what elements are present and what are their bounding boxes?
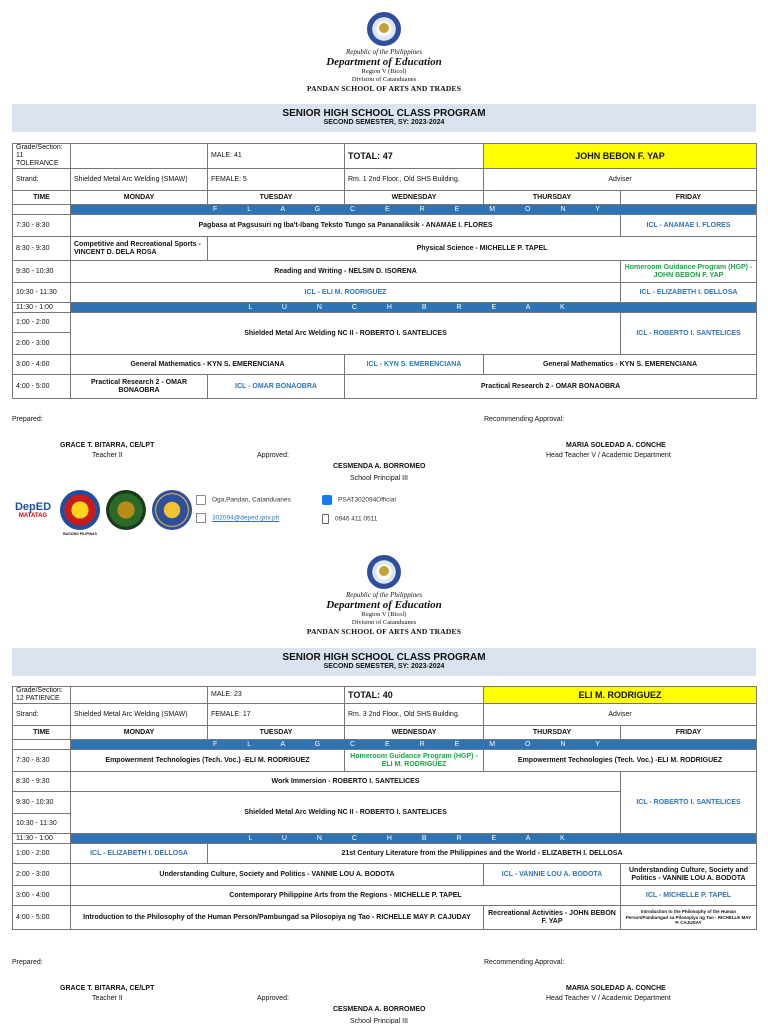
- school-seal-icon: [152, 490, 192, 530]
- facebook-icon: [322, 495, 332, 505]
- empty: [71, 144, 208, 169]
- thursday-header: THURSDAY: [484, 191, 621, 205]
- bagong-pilipinas-logo: BAGONG PILIPINAS: [60, 490, 100, 530]
- lunch-row: 11:30 - 1:00 L U N C H B R E A K: [13, 303, 757, 313]
- table-row: 9:30 - 10:30 Shielded Metal Arc Welding NC II - ROBERTO I. SANTELICES: [13, 792, 757, 814]
- semester-text: SECOND SEMESTER, SY: 2023-2024: [323, 663, 445, 670]
- lunch-row: 11:30 - 1:00 L U N C H B R E A K: [13, 834, 757, 844]
- table-row: 7:30 - 8:30 Empowerment Technologies (Tech. Voc.) -ELI M. RODRIGUEZ Homeroom Guidance Program (HGP) - ELI M. RODRIGUEZ Empowerment Technologies (Tech. Voc.) -ELI M. RODRIGUEZ: [13, 750, 757, 772]
- address-line: Oga,Pandan, Catanduanes: [196, 495, 291, 505]
- friday-header: FRIDAY: [621, 726, 757, 740]
- flag-ceremony-row: F L A G C E R E M O N Y: [71, 205, 757, 215]
- strand-label: Strand:: [13, 169, 71, 191]
- school-name: PANDAN SCHOOL OF ARTS AND TRADES: [306, 84, 462, 93]
- time-header: TIME: [13, 726, 71, 740]
- total-cell: TOTAL: 40: [345, 687, 484, 704]
- partner-logos: [12, 490, 192, 536]
- recommender-title: Head Teacher V / Academic Department: [546, 452, 671, 459]
- approved-label: Approved:: [257, 995, 289, 1002]
- deped-seal-icon: [367, 12, 401, 46]
- grade-label: Grade/Section: 12 PATIENCE: [13, 687, 71, 704]
- table-row: 4:00 - 5:00 Introduction to the Philosophy of the Human Person/Pambungad sa Pilosopiya ng Tao - RICHELLE MAY P. CAJUDAY Recreational Activities - JOHN BEBON F. YAP Introduction to the Philosophy of the Human Person/Pambungad sa Pilosopiya ng Tao - RICHELLE MAY P. CAJUDAY: [13, 906, 757, 930]
- deped-seal-icon: [367, 555, 401, 589]
- preparer-title: Teacher II: [92, 452, 123, 459]
- total-cell: TOTAL: 47: [345, 144, 484, 169]
- strand-label: Strand:: [13, 704, 71, 726]
- flag-ceremony-row: F L A G C E R E M O N Y: [71, 740, 757, 750]
- division-text: Division of Catanduanes: [351, 76, 417, 83]
- table-row: 2:00 - 3:00 Understanding Culture, Society and Politics - VANNIE LOU A. BODOTA ICL - VANNIE LOU A. BODOTA Understanding Culture, Society and Politics - VANNIE LOU A. BODOTA: [13, 864, 757, 886]
- preparer-name: GRACE T. BITARRA, CE/LPT: [60, 442, 155, 449]
- table-row: 1:00 - 2:00 Shielded Metal Arc Welding NC II - ROBERTO I. SANTELICES ICL - ROBERTO I. SANTELICES: [13, 313, 757, 333]
- table-row: 3:00 - 4:00 General Mathematics - KYN S. EMERENCIANA ICL - KYN S. EMERENCIANA General Mathematics - KYN S. EMERENCIANA: [13, 355, 757, 375]
- class-program-table: [12, 686, 757, 930]
- recommender-name: MARIA SOLEDAD A. CONCHE: [566, 442, 666, 449]
- program-title-band: [12, 104, 756, 132]
- section-value: 12 PATIENCE: [16, 695, 60, 702]
- table-row: 10:30 - 11:30: [13, 814, 757, 834]
- phone-icon: [322, 514, 329, 524]
- grade-label: Grade/Section: 11 TOLERANCE: [13, 144, 71, 169]
- facebook-line[interactable]: PSAT302094Official: [322, 495, 396, 505]
- preparer-name: GRACE T. BITARRA, CE/LPT: [60, 985, 155, 992]
- tuesday-header: TUESDAY: [208, 726, 345, 740]
- email-line[interactable]: 302094@deped.gov.ph: [196, 513, 279, 523]
- class-program-table: [12, 143, 757, 399]
- approver-name: CESMENDA A. BORROMEO: [333, 463, 426, 470]
- phone-line: 0946 411 0511: [322, 514, 377, 524]
- program-title-band: [12, 648, 756, 676]
- recommender-name: MARIA SOLEDAD A. CONCHE: [566, 985, 666, 992]
- region-text: Region V (Bicol): [361, 68, 407, 75]
- table-row: 2:00 - 3:00: [13, 333, 757, 355]
- recommender-title: Head Teacher V / Academic Department: [546, 995, 671, 1002]
- adviser-label: Adviser: [484, 169, 757, 191]
- mail-icon: [196, 513, 206, 523]
- department-text: Department of Education: [326, 599, 442, 611]
- section-value: 11 TOLERANCE: [16, 152, 59, 167]
- division-seal-icon: [106, 490, 146, 530]
- division-text: Division of Catanduanes: [351, 619, 417, 626]
- adviser-name: JOHN BEBON F. YAP: [484, 144, 757, 169]
- program-title: SENIOR HIGH SCHOOL CLASS PROGRAM: [282, 108, 486, 119]
- monday-header: MONDAY: [71, 726, 208, 740]
- friday-header: FRIDAY: [621, 191, 757, 205]
- program-title: SENIOR HIGH SCHOOL CLASS PROGRAM: [282, 652, 486, 663]
- preparer-title: Teacher II: [92, 995, 123, 1002]
- table-row: 7:30 - 8:30 Pagbasa at Pagsusuri ng Iba't-Ibang Teksto Tungo sa Pananaliksik - ANAMAE I. FLORES ICL - ANAMAE I. FLORES: [13, 215, 757, 237]
- table-row: 8:30 - 9:30 Work Immersion - ROBERTO I. SANTELICES ICL - ROBERTO I. SANTELICES: [13, 772, 757, 792]
- adviser-name: ELI M. RODRIGUEZ: [484, 687, 757, 704]
- approver-title: School Principal III: [350, 475, 408, 482]
- republic-text: Republic of the Philippines: [345, 591, 422, 599]
- adviser-label: Adviser: [484, 704, 757, 726]
- deped-matatag-logo: DepED MATATAG: [14, 501, 52, 519]
- table-row: 3:00 - 4:00 Contemporary Philippine Arts from the Regions - MICHELLE P. TAPEL ICL - MICHELLE P. TAPEL: [13, 886, 757, 906]
- male-cell: MALE: 23: [208, 687, 345, 704]
- strand-value: Shielded Metal Arc Welding (SMAW): [71, 169, 208, 191]
- republic-text: Republic of the Philippines: [345, 48, 422, 56]
- table-row: 10:30 - 11:30 ICL - ELI M. RODRIGUEZ ICL - ELIZABETH I. DELLOSA: [13, 283, 757, 303]
- semester-text: SECOND SEMESTER, SY: 2023-2024: [323, 119, 445, 126]
- region-text: Region V (Bicol): [361, 611, 407, 618]
- male-cell: MALE: 41: [208, 144, 345, 169]
- recommending-label: Recommending Approval:: [484, 416, 565, 423]
- table-row: 4:00 - 5:00 Practical Research 2 - OMAR BONAOBRA ICL - OMAR BONAOBRA Practical Research 2 - OMAR BONAOBRA: [13, 375, 757, 399]
- room-cell: Rm. 3 2nd Floor., Old SHS Building.: [345, 704, 484, 726]
- recommending-label: Recommending Approval:: [484, 959, 565, 966]
- strand-value: Shielded Metal Arc Welding (SMAW): [71, 704, 208, 726]
- thursday-header: THURSDAY: [484, 726, 621, 740]
- table-row: 9:30 - 10:30 Reading and Writing - NELSIN D. ISORENA Homeroom Guidance Program (HGP) - JOHN BEBON F. YAP: [13, 261, 757, 283]
- table-row: 1:00 - 2:00 ICL - ELIZABETH I. DELLOSA 21st Century Literature from the Philippines and the World - ELIZABETH I. DELLOSA: [13, 844, 757, 864]
- department-text: Department of Education: [326, 56, 442, 68]
- empty: [71, 687, 208, 704]
- time-header: TIME: [13, 191, 71, 205]
- approver-name: CESMENDA A. BORROMEO: [333, 1006, 426, 1013]
- wednesday-header: WEDNESDAY: [345, 191, 484, 205]
- table-row: 8:30 - 9:30 Competitive and Recreational Sports - VINCENT D. DELA ROSA Physical Science - MICHELLE P. TAPEL: [13, 237, 757, 261]
- approver-title: School Principal III: [350, 1018, 408, 1024]
- tuesday-header: TUESDAY: [208, 191, 345, 205]
- prepared-label: Prepared:: [12, 416, 43, 423]
- letterhead: [0, 12, 768, 93]
- monday-header: MONDAY: [71, 191, 208, 205]
- prepared-label: Prepared:: [12, 959, 43, 966]
- school-name: PANDAN SCHOOL OF ARTS AND TRADES: [306, 627, 462, 636]
- female-cell: FEMALE: 5: [208, 169, 345, 191]
- room-cell: Rm. 1 2nd Floor., Old SHS Building.: [345, 169, 484, 191]
- approved-label: Approved:: [257, 452, 289, 459]
- female-cell: FEMALE: 17: [208, 704, 345, 726]
- wednesday-header: WEDNESDAY: [345, 726, 484, 740]
- home-icon: [196, 495, 206, 505]
- letterhead: [0, 555, 768, 636]
